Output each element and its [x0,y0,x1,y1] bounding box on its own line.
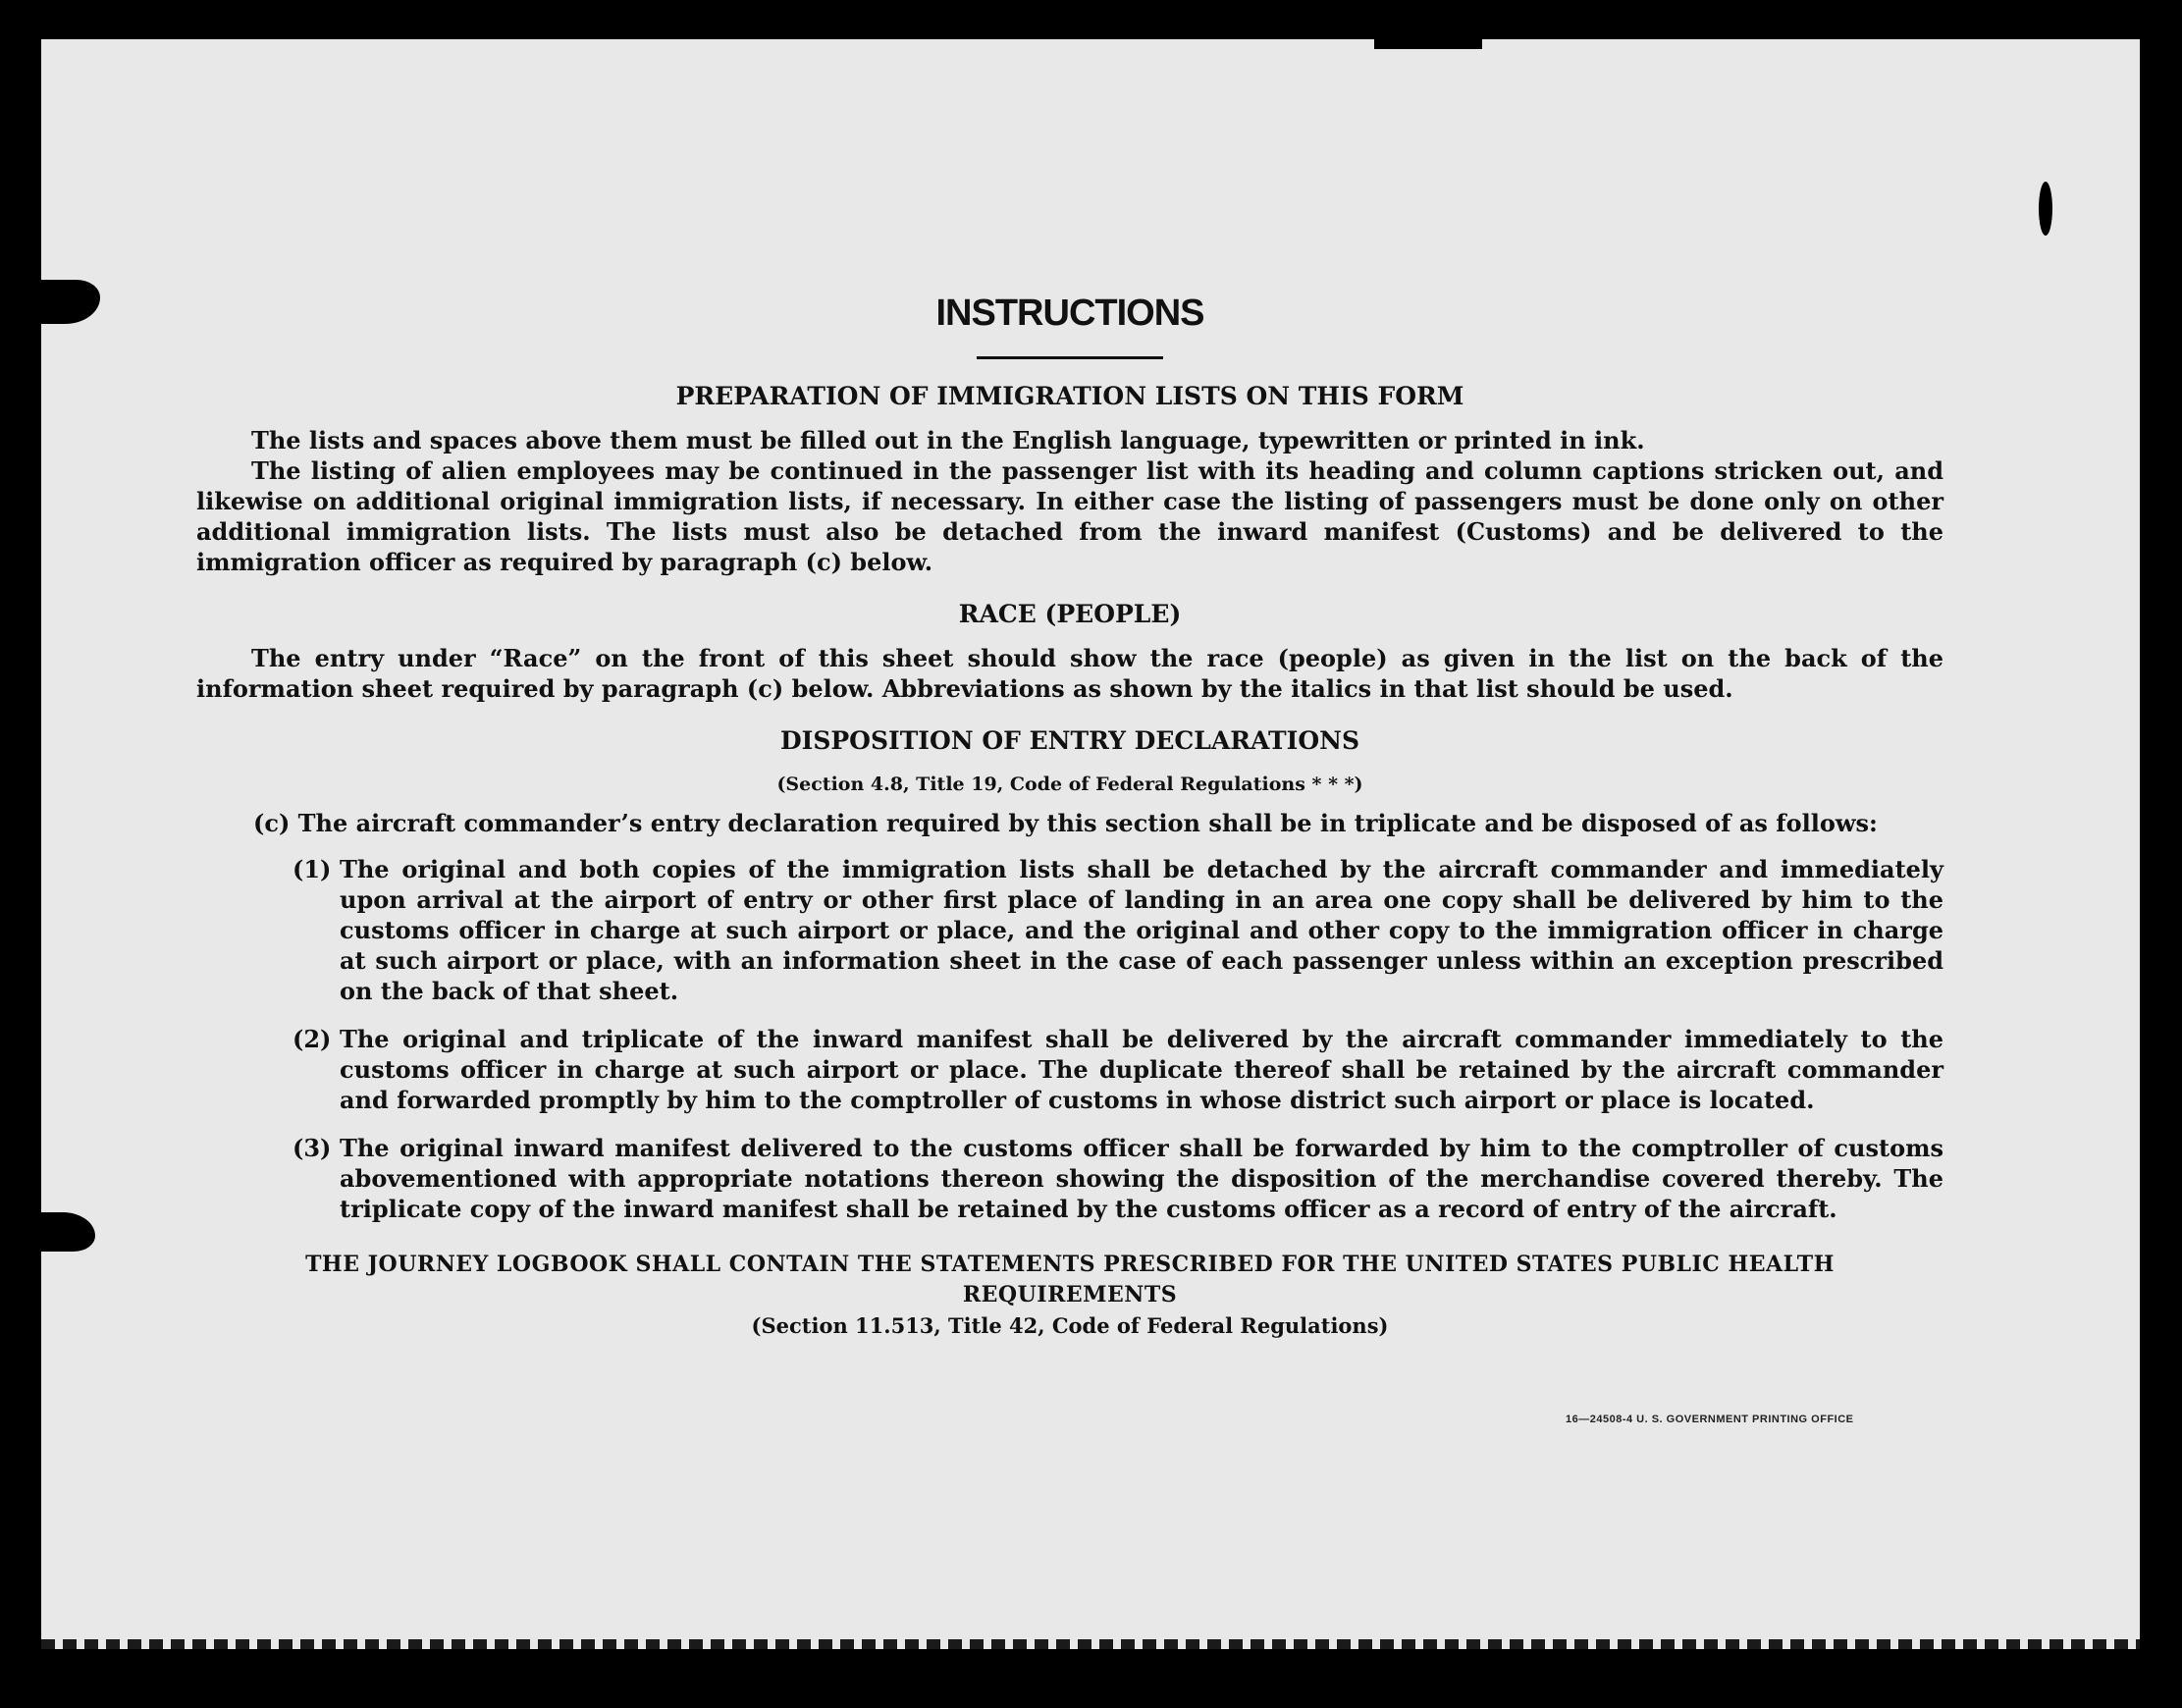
disposition-item-1 [293,854,1943,1006]
disposition-paragraph-c: (c) The aircraft commander’s entry declaration required by this section shall be in triplicate and be disposed of as follows: [253,809,1878,837]
item-number: (3) [293,1134,332,1162]
preparation-paragraph-1: The lists and spaces above them must be filled out in the English language, typewritten or printed in ink. [251,426,1645,454]
torn-edge-left-top [41,280,100,324]
logbook-citation: (Section 11.513, Title 42, Code of Federal Regulations) [751,1313,1389,1338]
instructions-content [196,250,1943,1341]
item-text: The original inward manifest delivered to the customs officer shall be forwarded by him to the comptroller of customs abovementioned with appropriate notations thereon showing the disposition of the merchandise covered thereby. The triplicate copy of the inward manifest shall be retained by the customs officer as a record of entry of the aircraft. [340,1134,1943,1223]
heading-preparation: PREPARATION OF IMMIGRATION LISTS ON THIS FORM [675,382,1464,410]
disposition-item-3 [293,1133,1943,1224]
title-underline [977,356,1163,359]
item-text: The original and triplicate of the inward manifest shall be delivered by the aircraft commander immediately to the customs officer in charge at such airport or place. The duplicate thereof shall be retained by the aircraft commander and forwarded promptly by him to the comptroller of customs in whose district such airport or place is located. [340,1025,1943,1114]
disposition-citation: (Section 4.8, Title 19, Code of Federal Regulations * * *) [776,774,1363,795]
printing-office-imprint: 16—24508-4 U. S. GOVERNMENT PRINTING OFFICE [1566,1414,1854,1425]
top-tear [1374,39,1482,49]
page-title: INSTRUCTIONS [935,293,1204,334]
item-number: (2) [293,1025,332,1053]
logbook-heading: THE JOURNEY LOGBOOK SHALL CONTAIN THE STATEMENTS PRESCRIBED FOR THE UNITED STATES PUBLIC HEALTH REQUIREMENTS [305,1252,1835,1308]
preparation-paragraph-2: The listing of alien employees may be continued in the passenger list with its heading and column captions stricken out, and likewise on additional original immigration lists, if necessary. In either case the listing of passengers must be done only on other additional immigration lists. The lists must also be detached from the inward manifest (Customs) and be delivered to the immigration officer as required by paragraph (c) below. [196,456,1943,576]
disposition-item-2 [293,1024,1943,1115]
heading-race: RACE (PEOPLE) [958,600,1182,628]
item-text: The original and both copies of the immigration lists shall be detached by the aircraft commander and immediately upon arrival at the airport of entry or other first place of landing in an area one copy shall be delivered by him to the customs officer in charge at such airport or place, and the original and other copy to the immigration officer in charge at such airport or place, with an information sheet in the case of each passenger unless within an exception prescribed on the back of that sheet. [340,855,1943,1005]
race-paragraph: The entry under “Race” on the front of this sheet should show the race (people) as given in the list on the back of the information sheet required by paragraph (c) below. Abbreviations as shown by the italics in that list should be used. [196,644,1943,703]
heading-disposition: DISPOSITION OF ENTRY DECLARATIONS [779,726,1360,755]
torn-edge-left-bottom [41,1212,95,1252]
torn-edge-right [2039,182,2052,236]
item-number: (1) [293,855,332,883]
